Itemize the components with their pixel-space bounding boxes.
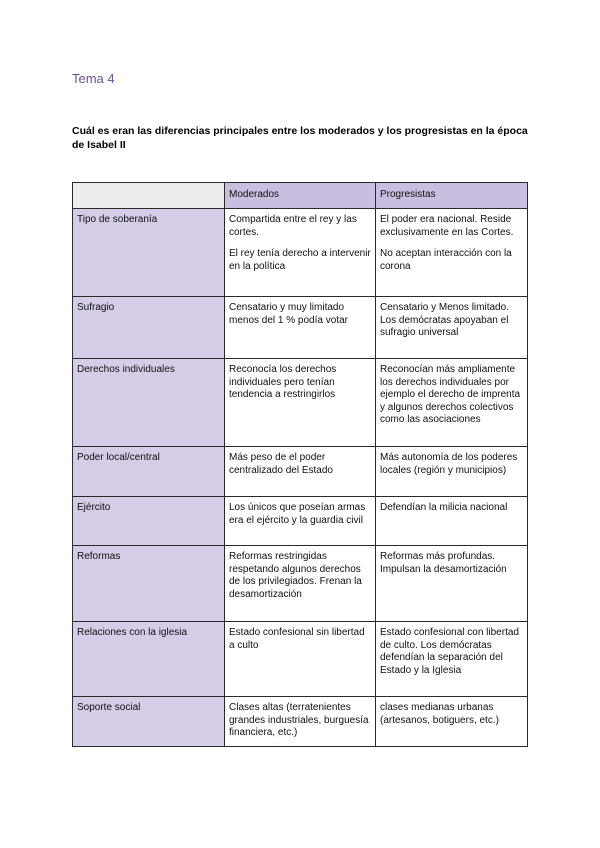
table-row (73, 546, 528, 622)
cell-text: Más autonomía de los poderes locales (región y municipios) (380, 452, 518, 476)
cell-text: Censatario y Menos limitado. Los demócratas apoyaban el sufragio universal (380, 302, 509, 338)
moderados-cell (225, 297, 376, 359)
row-label: Ejército (73, 497, 225, 546)
cell-text: Censatario y muy limitado menos del 1 % podía votar (229, 302, 348, 326)
moderados-cell (225, 622, 376, 697)
cell-text: No aceptan interacción con la corona (380, 248, 512, 272)
moderados-cell (225, 497, 376, 546)
progresistas-cell (376, 359, 528, 447)
progresistas-cell (376, 447, 528, 497)
progresistas-cell (376, 546, 528, 622)
cell-text: Compartida entre el rey y las cortes. (229, 214, 357, 238)
moderados-cell (225, 546, 376, 622)
cell-text: clases medianas urbanas (artesanos, botiguers, etc.) (380, 702, 499, 726)
moderados-cell (225, 359, 376, 447)
cell-text: Estado confesional con libertad de culto. Los demócratas defendían la separación del Estado y la Iglesia (380, 627, 519, 676)
table-row (73, 297, 528, 359)
comparison-table (72, 182, 528, 747)
cell-text: Defendían la milicia nacional (380, 502, 508, 513)
progresistas-cell (376, 297, 528, 359)
row-label: Derechos individuales (73, 359, 225, 447)
table-row (73, 697, 528, 747)
row-label: Soporte social (73, 697, 225, 747)
row-label: Sufragio (73, 297, 225, 359)
row-label: Tipo de soberanía (73, 209, 225, 297)
row-label: Relaciones con la iglesia (73, 622, 225, 697)
moderados-cell (225, 447, 376, 497)
cell-text: El rey tenía derecho a intervenir en la política (229, 248, 371, 272)
cell-text: Reconocían más ampliamente los derechos individuales por ejemplo el derecho de imprenta y algunos derechos colectivos como las asociaciones (380, 364, 521, 425)
progresistas-cell (376, 622, 528, 697)
cell-text: Reformas más profundas. Impulsan la desamortización (380, 551, 507, 575)
progresistas-cell (376, 697, 528, 747)
progresistas-cell (376, 209, 528, 297)
document-title: Tema 4 (72, 71, 115, 86)
cell-text: Clases altas (terratenientes grandes industriales, burguesía financiera, etc.) (229, 702, 369, 738)
table-row (73, 497, 528, 546)
row-label: Poder local/central (73, 447, 225, 497)
header-empty-cell (73, 183, 225, 209)
moderados-cell (225, 209, 376, 297)
moderados-cell (225, 697, 376, 747)
cell-text: Estado confesional sin libertad a culto (229, 627, 365, 651)
header-progresistas: Progresistas (376, 183, 528, 209)
cell-text: Más peso de el poder centralizado del Estado (229, 452, 333, 476)
question-heading: Cuál es eran las diferencias principales entre los moderados y los progresistas en la época de Isabel II (72, 125, 528, 151)
cell-text: El poder era nacional. Reside exclusivamente en las Cortes. (380, 214, 514, 238)
table-row (73, 359, 528, 447)
cell-text: Reformas restringidas respetando algunos derechos de los privilegiados. Frenan la desamortización (229, 551, 362, 600)
table-row (73, 447, 528, 497)
cell-text: Los únicos que poseían armas era el ejército y la guardia civil (229, 502, 366, 526)
cell-text: Reconocía los derechos individuales pero tenían tendencia a restringirlos (229, 364, 337, 400)
row-label: Reformas (73, 546, 225, 622)
table-row (73, 622, 528, 697)
table-row (73, 209, 528, 297)
table-header-row (73, 183, 528, 209)
progresistas-cell (376, 497, 528, 546)
header-moderados: Moderados (225, 183, 376, 209)
